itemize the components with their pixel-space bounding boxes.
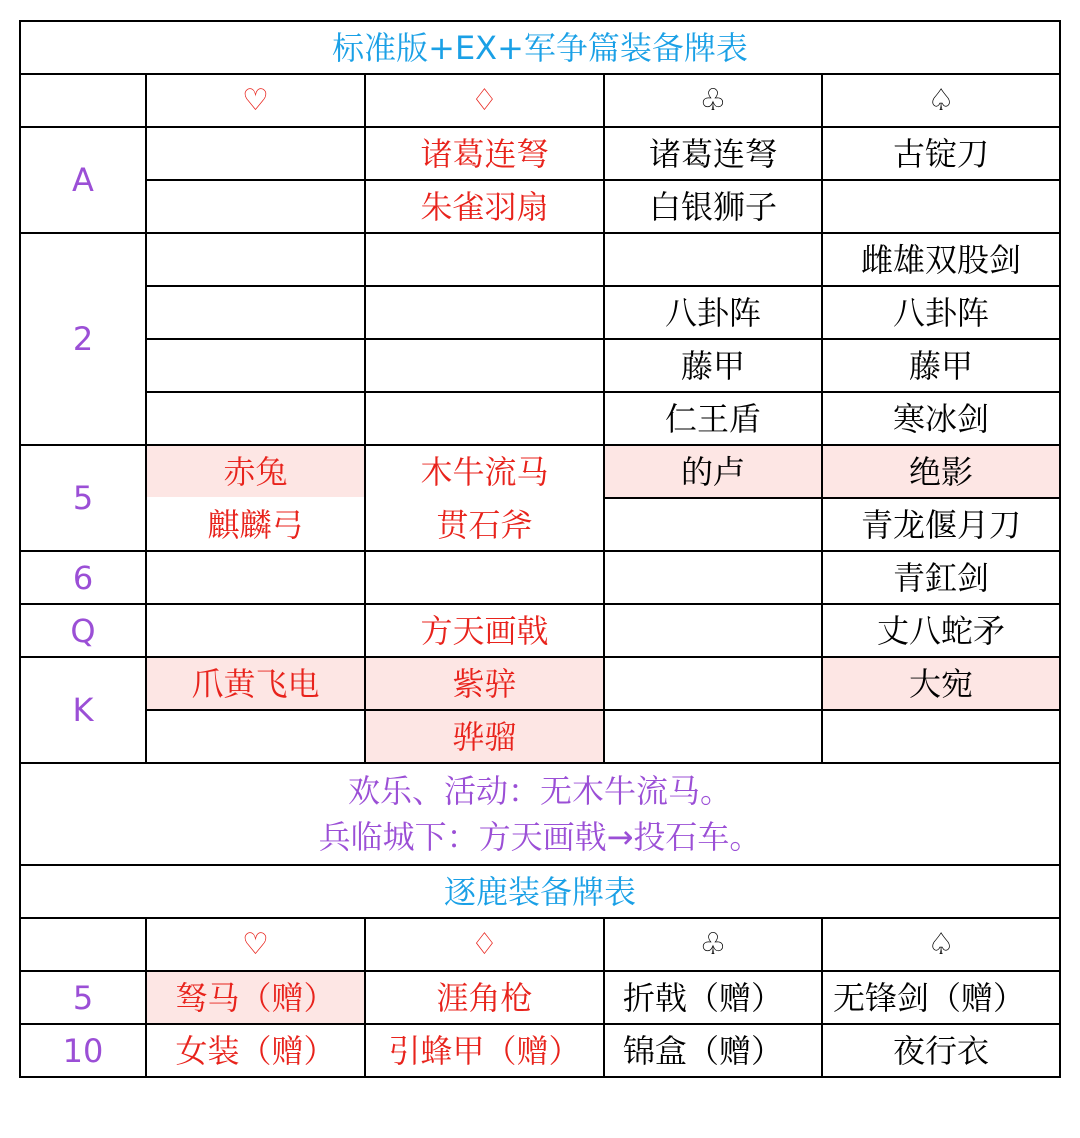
cell-z10-diamond: 引蜂甲（赠）: [365, 1024, 604, 1077]
cell-z10-club: 锦盒（赠）: [604, 1024, 822, 1077]
table-row: [20, 971, 1060, 1024]
cell-z10-spade: 夜行衣: [822, 1024, 1060, 1077]
cell-a1-club: 诸葛连弩: [604, 127, 822, 180]
cell-z5-heart: 驽马（赠）: [146, 971, 365, 1024]
cell-z5-club: 折戟（赠）: [604, 971, 822, 1024]
rank-q: Q: [20, 604, 146, 657]
cell-k1-spade: 大宛: [822, 657, 1060, 710]
cell-a2-diamond: 朱雀羽扇: [365, 180, 604, 233]
table-row: [20, 445, 1060, 498]
cell-k1-diamond: 紫骍: [365, 657, 604, 710]
cell-2-2-spade: 八卦阵: [822, 286, 1060, 339]
table-row: [20, 233, 1060, 286]
cell-2-2-diamond: [365, 286, 604, 339]
note-line-1: 欢乐、活动：无木牛流马。: [348, 772, 733, 810]
cell-6-diamond: [365, 551, 604, 604]
diamond-icon: ♢: [365, 74, 604, 127]
cell-6-spade: 青釭剑: [822, 551, 1060, 604]
cell-5-2-diamond: 贯石斧: [365, 498, 604, 551]
cell-q-diamond: 方天画戟: [365, 604, 604, 657]
rank-a: A: [20, 127, 146, 233]
diamond-icon: ♢: [365, 918, 604, 971]
notes-row: [20, 763, 1060, 865]
cell-2-3-diamond: [365, 339, 604, 392]
cell-5-1-spade: 绝影: [822, 445, 1060, 498]
rank-5: 5: [20, 445, 146, 551]
cell-z10-heart: 女装（赠）: [146, 1024, 365, 1077]
cell-6-club: [604, 551, 822, 604]
rank-2: 2: [20, 233, 146, 445]
cell-2-4-club: 仁王盾: [604, 392, 822, 445]
table-row: [20, 180, 1060, 233]
cell-6-heart: [146, 551, 365, 604]
table-row: [20, 286, 1060, 339]
cell-z5-diamond: 涯角枪: [365, 971, 604, 1024]
rank-6: 6: [20, 551, 146, 604]
table-title-standard: 标准版+EX+军争篇装备牌表: [20, 21, 1060, 74]
corner-cell: [20, 74, 146, 127]
cell-2-2-heart: [146, 286, 365, 339]
cell-a2-heart: [146, 180, 365, 233]
cell-2-3-spade: 藤甲: [822, 339, 1060, 392]
cell-5-1-heart: 赤兔: [146, 445, 365, 498]
table-row: [20, 710, 1060, 763]
cell-a1-diamond: 诸葛连弩: [365, 127, 604, 180]
table-row: [20, 657, 1060, 710]
rank-5-zhulu: 5: [20, 971, 146, 1024]
cell-5-2-spade: 青龙偃月刀: [822, 498, 1060, 551]
cell-2-4-spade: 寒冰剑: [822, 392, 1060, 445]
cell-2-1-spade: 雌雄双股剑: [822, 233, 1060, 286]
spade-icon: ♤: [822, 918, 1060, 971]
cell-a1-spade: 古锭刀: [822, 127, 1060, 180]
table-row: [20, 604, 1060, 657]
cell-5-2-club: [604, 498, 822, 551]
table-row: [20, 127, 1060, 180]
notes-cell: [20, 763, 1060, 865]
cell-a2-spade: [822, 180, 1060, 233]
cell-q-club: [604, 604, 822, 657]
corner-cell-2: [20, 918, 146, 971]
suit-header-row: [20, 74, 1060, 127]
cell-k2-diamond: 骅骝: [365, 710, 604, 763]
heart-icon: ♡: [146, 918, 365, 971]
table-title-zhulu: 逐鹿装备牌表: [20, 865, 1060, 918]
cell-k2-heart: [146, 710, 365, 763]
equipment-table: [19, 20, 1061, 1078]
cell-q-heart: [146, 604, 365, 657]
cell-2-2-club: 八卦阵: [604, 286, 822, 339]
note-line-2: 兵临城下：方天画戟→投石车。: [318, 818, 762, 856]
cell-2-1-club: [604, 233, 822, 286]
cell-2-1-diamond: [365, 233, 604, 286]
cell-a1-heart: [146, 127, 365, 180]
cell-5-2-heart: 麒麟弓: [146, 498, 365, 551]
table-row: [20, 392, 1060, 445]
cell-k2-club: [604, 710, 822, 763]
table-row: [20, 498, 1060, 551]
cell-k1-club: [604, 657, 822, 710]
table-row: [20, 339, 1060, 392]
cell-2-3-heart: [146, 339, 365, 392]
rank-10-zhulu: 10: [20, 1024, 146, 1077]
cell-k2-spade: [822, 710, 1060, 763]
cell-5-1-diamond: 木牛流马: [365, 445, 604, 498]
cell-2-4-diamond: [365, 392, 604, 445]
table-row: [20, 1024, 1060, 1077]
cell-2-4-heart: [146, 392, 365, 445]
cell-2-3-club: 藤甲: [604, 339, 822, 392]
club-icon: ♧: [604, 74, 822, 127]
cell-q-spade: 丈八蛇矛: [822, 604, 1060, 657]
cell-k1-heart: 爪黄飞电: [146, 657, 365, 710]
cell-a2-club: 白银狮子: [604, 180, 822, 233]
spade-icon: ♤: [822, 74, 1060, 127]
table-row: [20, 551, 1060, 604]
cell-5-1-club: 的卢: [604, 445, 822, 498]
cell-2-1-heart: [146, 233, 365, 286]
heart-icon: ♡: [146, 74, 365, 127]
club-icon: ♧: [604, 918, 822, 971]
rank-k: K: [20, 657, 146, 763]
suit-header-row-2: [20, 918, 1060, 971]
cell-z5-spade: 无锋剑（赠）: [822, 971, 1060, 1024]
